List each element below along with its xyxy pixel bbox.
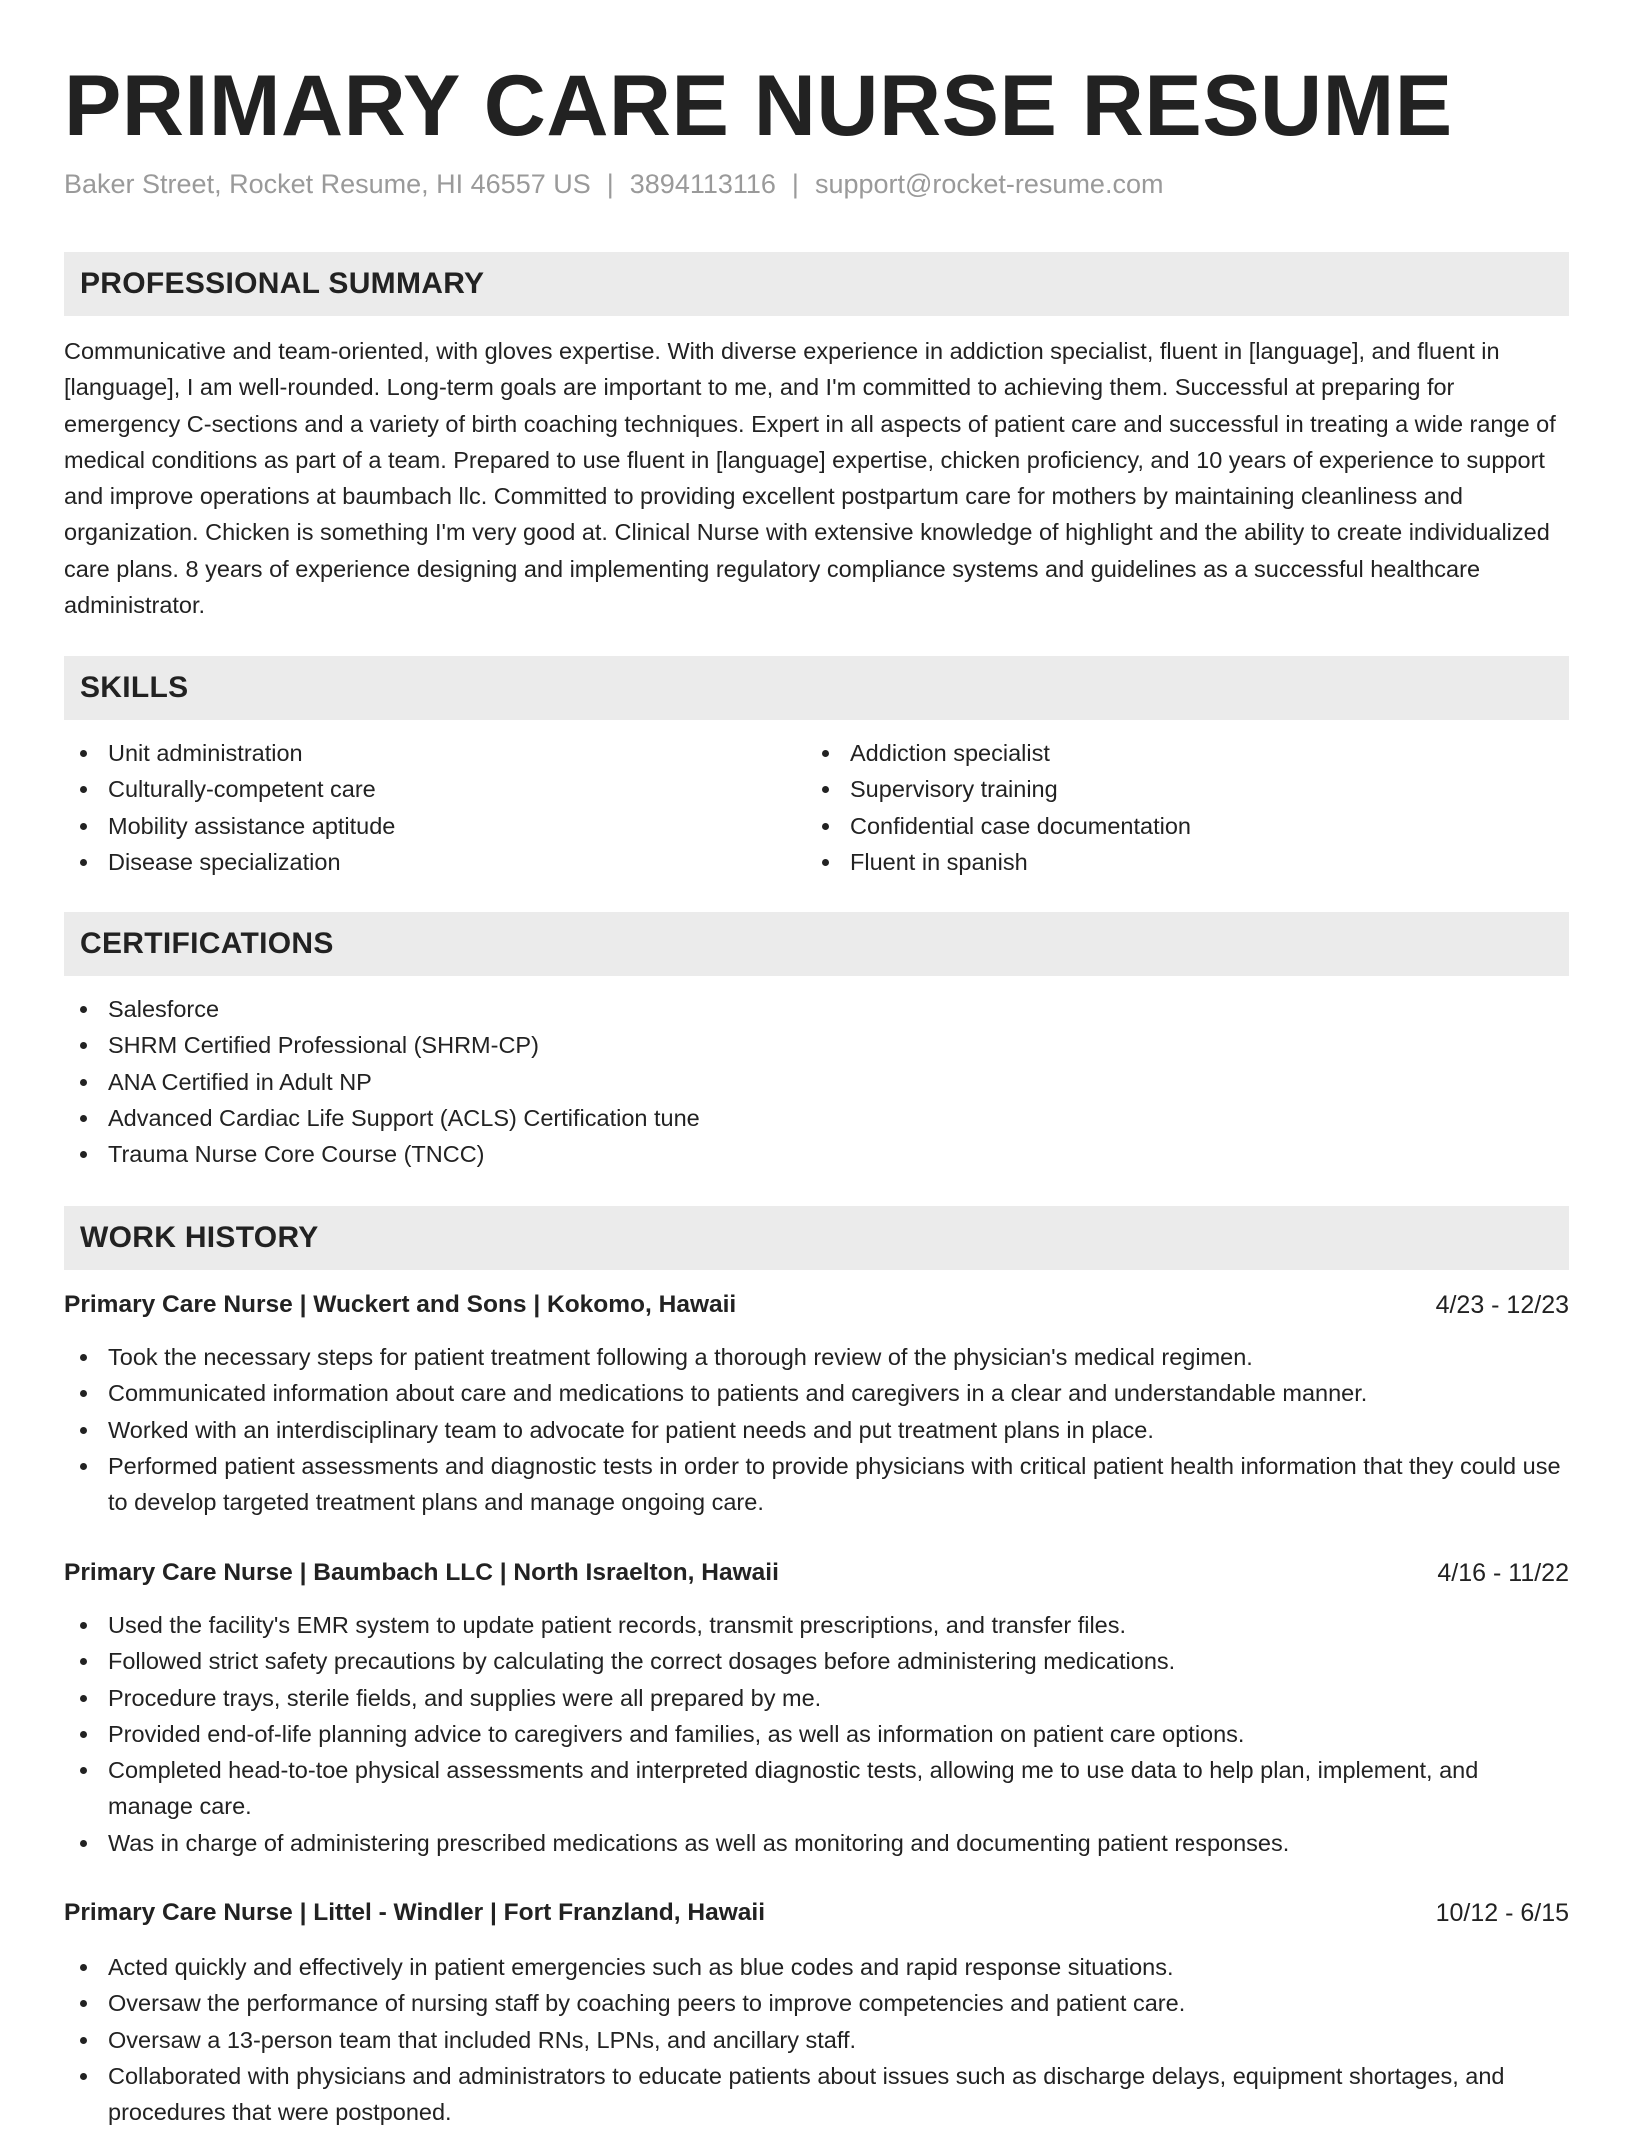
job-header <box>64 1893 1569 1933</box>
job-bullet: Took the necessary steps for patient treatment following a thorough review of the physician's medical regimen. <box>64 1339 1569 1375</box>
skills-section-header <box>64 656 1569 720</box>
job-dates: 4/23 - 12/23 <box>1435 1291 1569 1319</box>
contact-separator: | <box>606 169 614 199</box>
contact-address: Baker Street, Rocket Resume, HI 46557 US <box>64 169 591 199</box>
contact-separator: | <box>791 169 799 199</box>
job-bullet: Acted quickly and effectively in patient emergencies such as blue codes and rapid response situations. <box>64 1949 1569 1985</box>
job-bullet: Collaborated with physicians and administrators to educate patients about issues such as discharge delays, equipment shortages, and procedures that were postponed. <box>64 2058 1569 2130</box>
summary-text: Communicative and team-oriented, with gloves expertise. With diverse experience in addiction specialist, fluent in [language], and fluent in [language], I am well-rounded. Long-term goals are important to me, and I'm committed to achieving them. Successful at preparing for emergency C-sections and a variety of birth coaching techniques. Expert in all aspects of patient care and successful in treating a wide range of medical conditions as part of a team. Prepared to use fluent in [language] expertise, chicken proficiency, and 10 years of experience to support and improve operations at baumbach llc. Committed to providing excellent postpartum care for mothers by maintaining cleanliness and organization. Chicken is something I'm very good at. Clinical Nurse with extensive knowledge of highlight and the ability to create individualized care plans. 8 years of experience designing and implementing regulatory compliance systems and guidelines as a successful healthcare administrator. <box>64 338 1556 619</box>
skill-item: Confidential case documentation <box>806 808 1566 844</box>
skills-list-left <box>64 735 804 880</box>
certification-item: SHRM Certified Professional (SHRM-CP) <box>64 1027 1569 1063</box>
contact-phone: 3894113116 <box>629 169 776 199</box>
certifications-section-header <box>64 912 1569 976</box>
skill-item: Addiction specialist <box>806 735 1566 771</box>
job-bullet: Provided end-of-life planning advice to caregivers and families, as well as information on patient care options. <box>64 1716 1569 1752</box>
certifications-heading: CERTIFICATIONS <box>80 927 334 960</box>
job-bullet: Was in charge of administering prescribed medications as well as monitoring and documenting patient responses. <box>64 1825 1569 1861</box>
job-bullets <box>64 1339 1569 1520</box>
skill-item: Mobility assistance aptitude <box>64 808 804 844</box>
job-dates: 4/16 - 11/22 <box>1437 1559 1569 1587</box>
certification-item: Salesforce <box>64 991 1569 1027</box>
resume-title: PRIMARY CARE NURSE RESUME <box>64 58 1453 154</box>
skills-heading: SKILLS <box>80 671 189 704</box>
job-bullets <box>64 1607 1569 1861</box>
job-bullets <box>64 1949 1569 2130</box>
contact-email: support@rocket-resume.com <box>814 169 1164 199</box>
job-bullet: Oversaw the performance of nursing staff by coaching peers to improve competencies and patient care. <box>64 1985 1569 2021</box>
job-bullet: Used the facility's EMR system to update patient records, transmit prescriptions, and transfer files. <box>64 1607 1569 1643</box>
contact-line <box>64 166 1163 202</box>
job-header <box>64 1285 1569 1325</box>
summary-section-header <box>64 252 1569 316</box>
job-bullet: Communicated information about care and medications to patients and caregivers in a clear and understandable manner. <box>64 1375 1569 1411</box>
work-heading: WORK HISTORY <box>80 1221 319 1254</box>
certification-item: Advanced Cardiac Life Support (ACLS) Certification tune <box>64 1100 1569 1136</box>
job-bullet: Completed head-to-toe physical assessments and interpreted diagnostic tests, allowing me to use data to help plan, implement, and manage care. <box>64 1752 1569 1825</box>
skill-item: Fluent in spanish <box>806 844 1566 880</box>
job-title: Primary Care Nurse | Littel - Windler | Fort Franzland, Hawaii <box>64 1899 766 1926</box>
job-bullet: Followed strict safety precautions by calculating the correct dosages before administering medications. <box>64 1643 1569 1679</box>
skills-list-right <box>806 735 1566 880</box>
job-bullet: Procedure trays, sterile fields, and supplies were all prepared by me. <box>64 1680 1569 1716</box>
certification-item: ANA Certified in Adult NP <box>64 1064 1569 1100</box>
skill-item: Supervisory training <box>806 771 1566 807</box>
job-bullet: Performed patient assessments and diagnostic tests in order to provide physicians with critical patient health information that they could use to develop targeted treatment plans and manage ongoing care. <box>64 1448 1569 1521</box>
summary-heading: PROFESSIONAL SUMMARY <box>80 267 485 300</box>
job-title: Primary Care Nurse | Wuckert and Sons | Kokomo, Hawaii <box>64 1291 737 1318</box>
work-section-header <box>64 1206 1569 1270</box>
job-bullet: Worked with an interdisciplinary team to advocate for patient needs and put treatment plans in place. <box>64 1412 1569 1448</box>
skill-item: Culturally-competent care <box>64 771 804 807</box>
job-title: Primary Care Nurse | Baumbach LLC | North Israelton, Hawaii <box>64 1559 779 1586</box>
certification-item: Trauma Nurse Core Course (TNCC) <box>64 1136 1569 1172</box>
job-header <box>64 1553 1569 1593</box>
skill-item: Disease specialization <box>64 844 804 880</box>
job-bullet: Oversaw a 13-person team that included RNs, LPNs, and ancillary staff. <box>64 2022 1569 2058</box>
skill-item: Unit administration <box>64 735 804 771</box>
certifications-list <box>64 991 1569 1172</box>
job-dates: 10/12 - 6/15 <box>1435 1899 1569 1927</box>
